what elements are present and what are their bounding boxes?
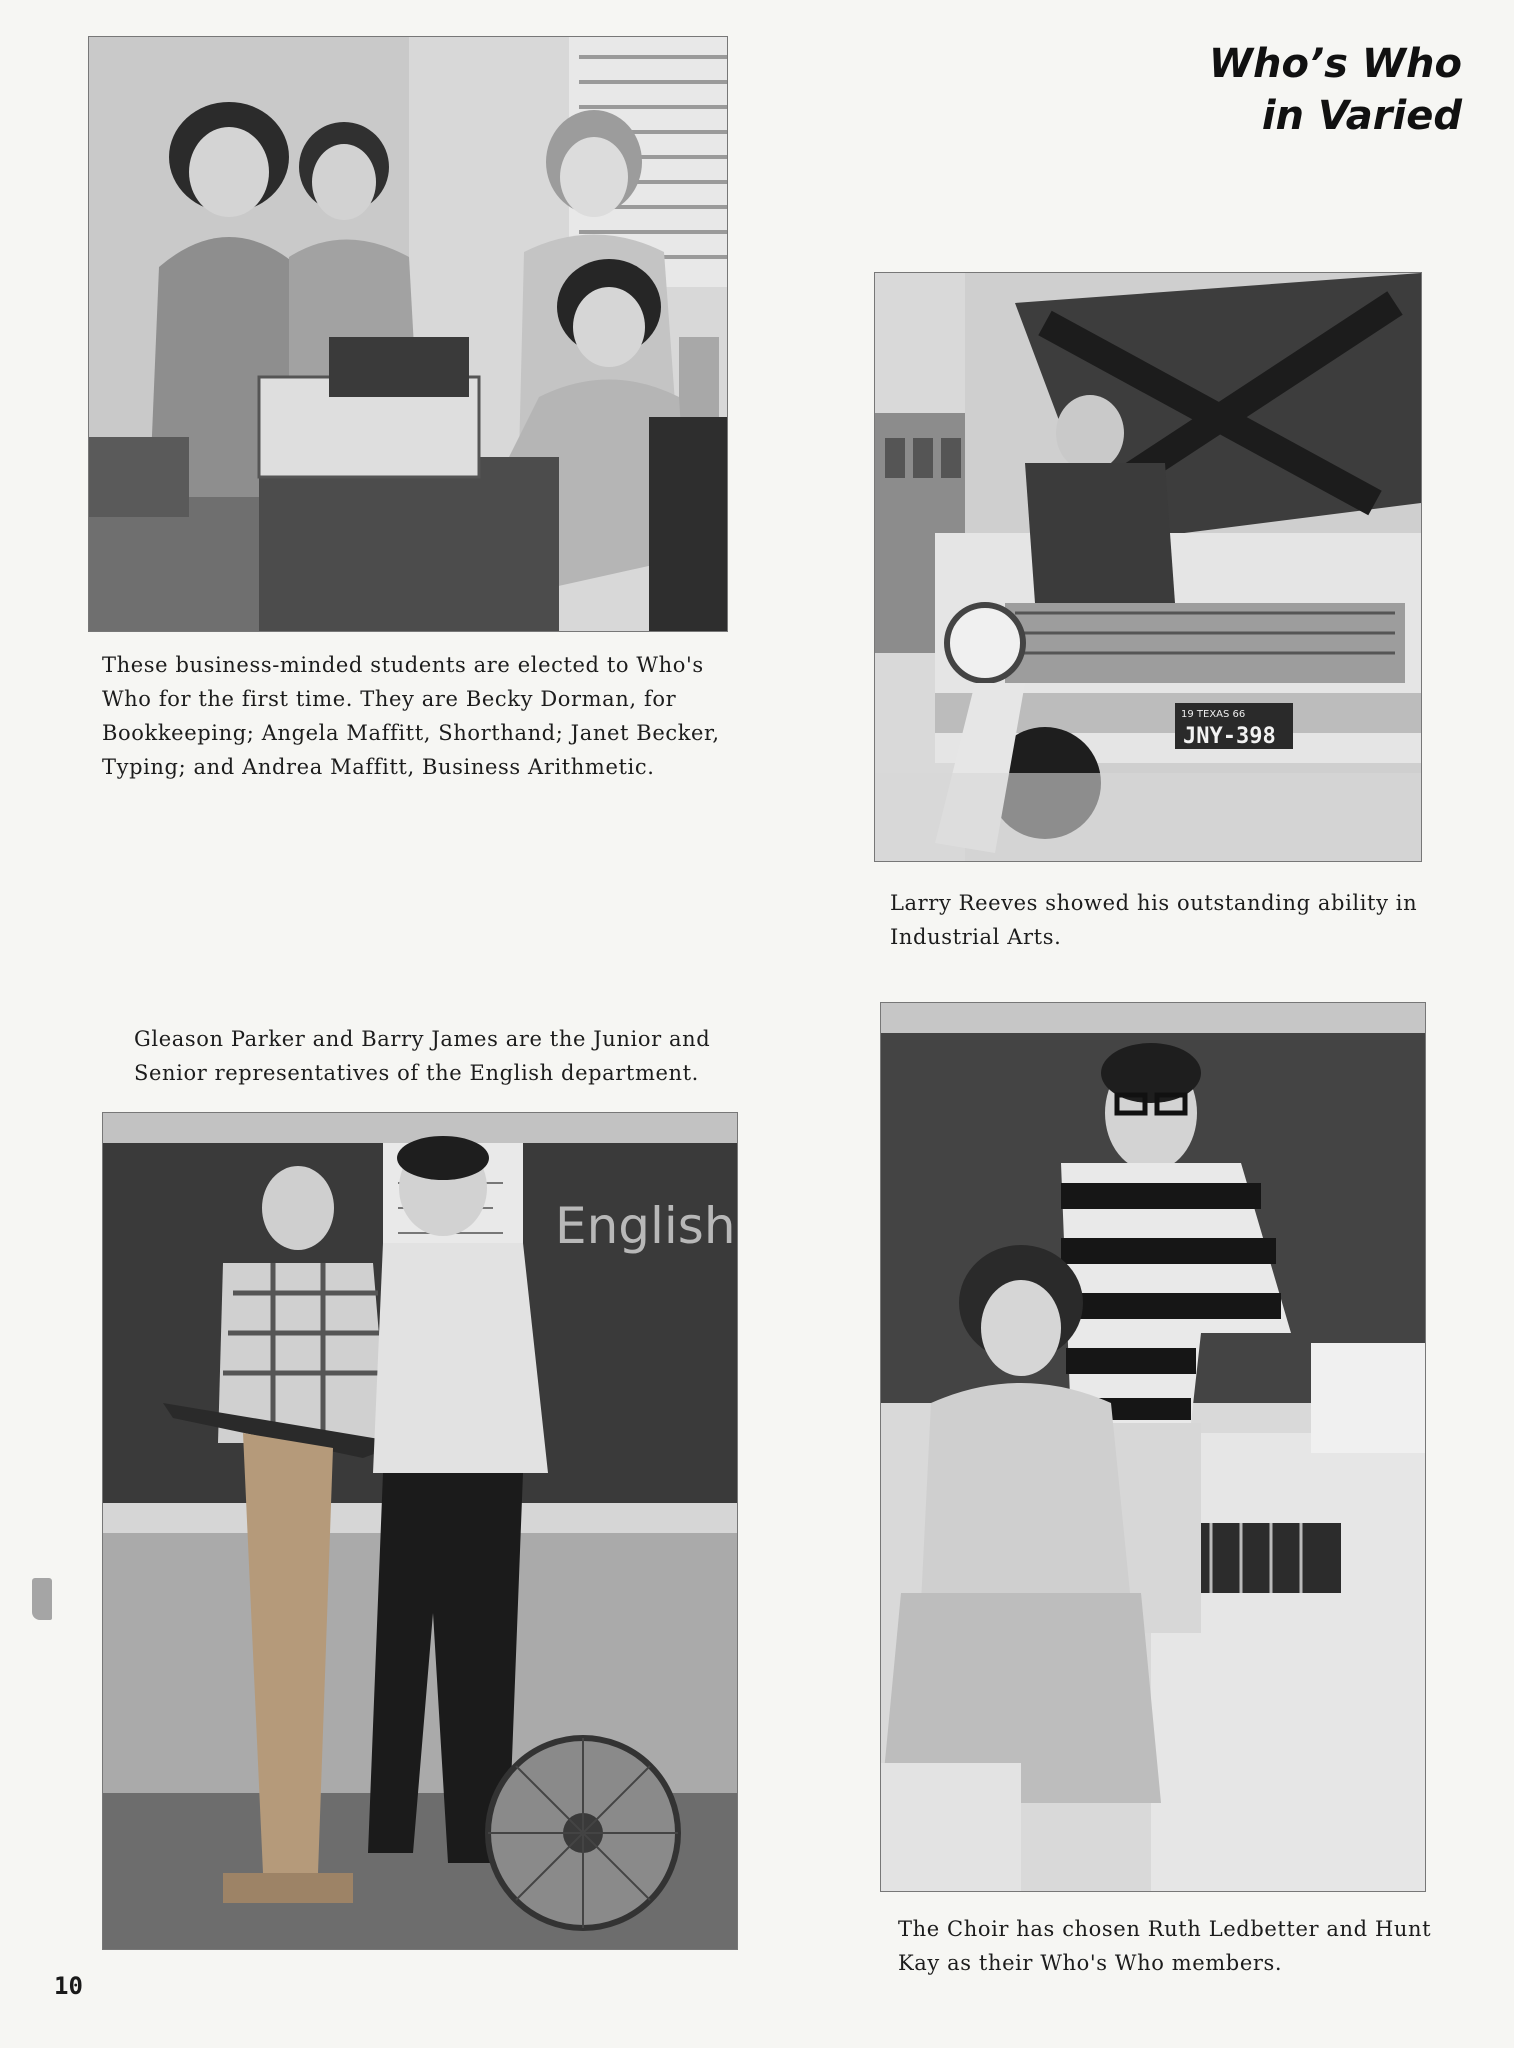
chalkboard-text: English: [555, 1197, 736, 1255]
license-plate-state: 19 TEXAS 66: [1181, 709, 1246, 720]
caption-line: Industrial Arts.: [890, 925, 1062, 949]
caption-line: Bookkeeping; Angela Maffitt, Shorthand; Janet Becker,: [102, 721, 720, 745]
caption-line: Senior representatives of the English department.: [134, 1061, 699, 1085]
caption-industrial-arts: [890, 886, 1417, 954]
license-plate-number: JNY-398: [1183, 724, 1276, 749]
caption-line: Who for the first time. They are Becky Dorman, for: [102, 687, 677, 711]
caption-line: Kay as their Who's Who members.: [898, 1951, 1283, 1975]
caption-line: Larry Reeves showed his outstanding ability in: [890, 891, 1418, 915]
page-title-line-1: Who’s Who: [1208, 41, 1462, 87]
caption-line: Typing; and Andrea Maffitt, Business Arithmetic.: [102, 755, 655, 779]
photo-choir: [880, 1002, 1426, 1892]
photo-business-students: [88, 36, 728, 632]
photo-industrial-arts: [874, 272, 1422, 862]
caption-line: Gleason Parker and Barry James are the Junior and: [134, 1027, 711, 1051]
caption-business-students: [102, 648, 720, 784]
caption-english: [134, 1022, 710, 1090]
photo-english-department: [102, 1112, 738, 1950]
page-number: 10: [54, 1972, 83, 2000]
margin-tab: [32, 1578, 52, 1620]
page-title: [1209, 38, 1462, 142]
caption-line: The Choir has chosen Ruth Ledbetter and Hunt: [898, 1917, 1432, 1941]
page-title-line-2: in Varied: [1261, 93, 1462, 139]
caption-line: These business-minded students are elected to Who's: [102, 653, 704, 677]
caption-choir: [898, 1912, 1431, 1980]
